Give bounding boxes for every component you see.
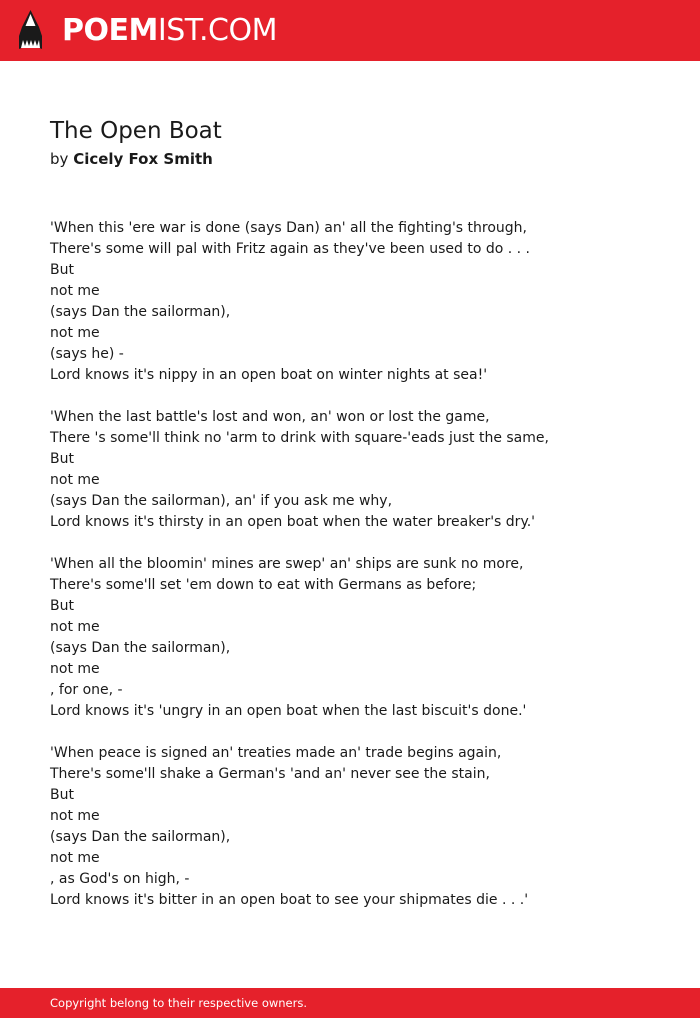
poem-line: not me xyxy=(50,808,100,824)
poem-line: not me xyxy=(50,283,100,299)
poem-line: There 's some'll think no 'arm to drink with square-'eads just the same, xyxy=(50,430,549,446)
logo-light-text: IST.COM xyxy=(157,13,277,48)
poem-line: Lord knows it's nippy in an open boat on winter nights at sea!' xyxy=(50,367,488,383)
poem-stanza xyxy=(50,218,670,386)
poem-line: (says Dan the sailorman), xyxy=(50,304,231,320)
poem-line: 'When all the bloomin' mines are swep' an' ships are sunk no more, xyxy=(50,556,524,572)
poem-stanza xyxy=(50,407,670,533)
poem-line: (says he) - xyxy=(50,346,124,362)
poem-line: , as God's on high, - xyxy=(50,871,190,887)
poem-line: But xyxy=(50,451,74,467)
copyright-notice: Copyright belong to their respective owners. xyxy=(50,996,308,1010)
by-label: by xyxy=(50,150,69,168)
poem-line: 'When this 'ere war is done (says Dan) an' all the fighting's through, xyxy=(50,220,527,236)
poem-line: There's some'll shake a German's 'and an' never see the stain, xyxy=(50,766,490,782)
poem-line: There's some'll set 'em down to eat with Germans as before; xyxy=(50,577,477,593)
site-footer xyxy=(0,988,700,1018)
poem-line: But xyxy=(50,787,74,803)
author-name: Cicely Fox Smith xyxy=(73,150,213,168)
poem-line: But xyxy=(50,262,74,278)
poem-line: 'When peace is signed an' treaties made an' trade begins again, xyxy=(50,745,502,761)
site-header xyxy=(0,0,700,61)
poem-line: , for one, - xyxy=(50,682,123,698)
poem-line: (says Dan the sailorman), an' if you ask me why, xyxy=(50,493,393,509)
poem-stanza xyxy=(50,554,670,722)
pen-nib-icon[interactable] xyxy=(18,9,43,51)
poem-line: (says Dan the sailorman), xyxy=(50,829,231,845)
poem-line: Lord knows it's bitter in an open boat to see your shipmates die . . .' xyxy=(50,892,529,908)
logo-bold-text: POEM xyxy=(62,13,158,48)
poem-line: There's some will pal with Fritz again as they've been used to do . . . xyxy=(50,241,530,257)
poem-body xyxy=(50,218,670,932)
poem-line: not me xyxy=(50,325,100,341)
poem-line: (says Dan the sailorman), xyxy=(50,640,231,656)
poem-header xyxy=(50,115,670,171)
poem-line: not me xyxy=(50,661,100,677)
page-title: The Open Boat xyxy=(50,118,222,144)
byline xyxy=(50,147,670,171)
poem-line: Lord knows it's 'ungry in an open boat when the last biscuit's done.' xyxy=(50,703,527,719)
site-logo[interactable] xyxy=(62,13,277,49)
poem-line: not me xyxy=(50,850,100,866)
poem-line: But xyxy=(50,598,74,614)
poem-line: not me xyxy=(50,472,100,488)
poem-line: Lord knows it's thirsty in an open boat when the water breaker's dry.' xyxy=(50,514,536,530)
poem-stanza xyxy=(50,743,670,911)
poem-line: 'When the last battle's lost and won, an' won or lost the game, xyxy=(50,409,490,425)
poem-line: not me xyxy=(50,619,100,635)
